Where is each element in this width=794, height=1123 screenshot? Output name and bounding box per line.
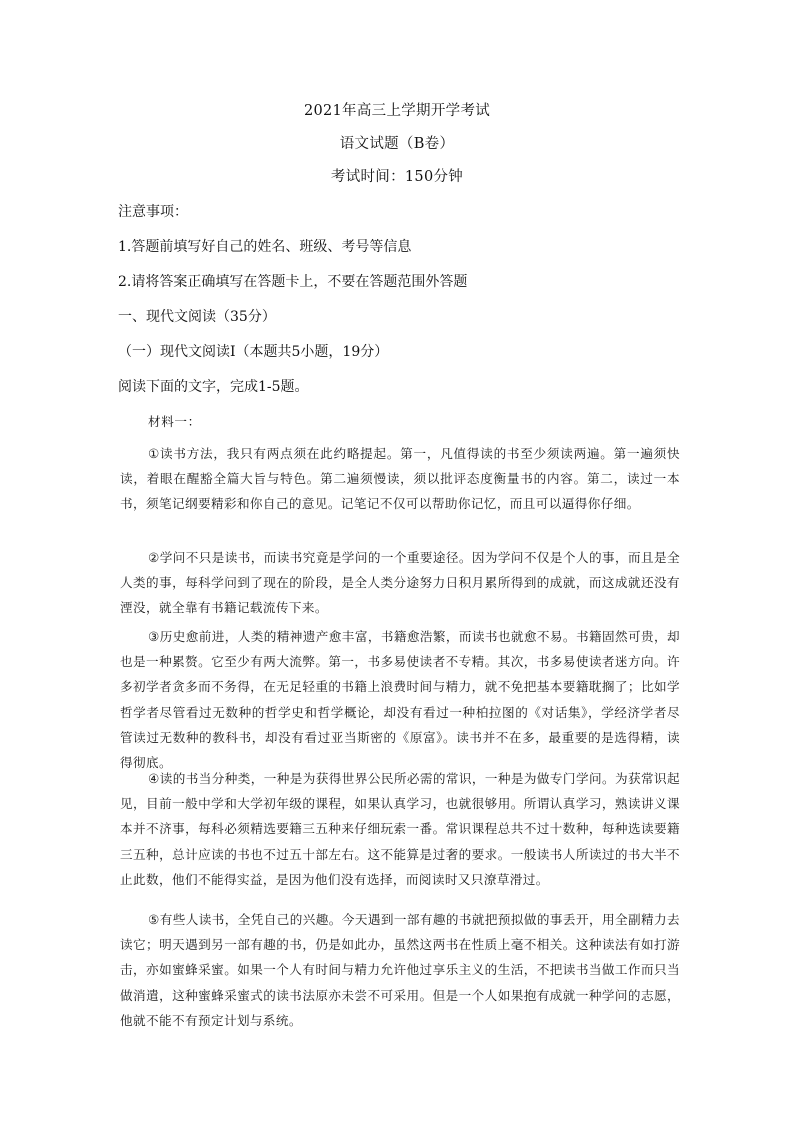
paragraph-2: ②学问不只是读书，而读书究竟是学问的一个重要途径。因为学问不仅是个人的事，而且是全人类的事，每科学问到了现在的阶段，是全人类分途努力日积月累所得到的成就，而这成就还没有湮没，就全靠有书籍记载流传下来。 — [120, 550, 680, 616]
paragraph-1: ①读书方法，我只有两点须在此约略提起。第一，凡值得读的书至少须读两遍。第一遍须快读，着眼在醒豁全篇大旨与特色。第二遍须慢读，须以批评态度衡量书的内容。第二，读过一本书，须笔记纲要精彩和你自己的意见。记笔记不仅可以帮助你记忆，而且可以逼得你仔细。 — [120, 446, 680, 512]
exam-title: 2021年高三上学期开学考试 — [303, 103, 491, 119]
notice-item-1: 1.答题前填写好自己的姓名、班级、考号等信息 — [118, 239, 412, 255]
paragraph-5: ⑤有些人读书，全凭自己的兴趣。今天遇到一部有趣的书就把预拟做的事丢开，用全副精力去读它；明天遇到另一部有趣的书，仍是如此办，虽然这两书在性质上毫不相关。这种读法有如打游击，亦如蜜蜂采蜜。如果一个人有时间与精力允许他过享乐主义的生活，不把读书当做工作而只当做消遣，这种蜜蜂采蜜式的读书法原亦未尝不可采用。但是一个人如果抱有成就一种学问的志愿，他就不能不有预定计划与系统。 — [120, 912, 680, 1028]
notice-item-2: 2.请将答案正确填写在答题卡上，不要在答题范围外答题 — [118, 274, 468, 290]
subject-title: 语文试题（B卷） — [339, 136, 455, 152]
section-title: 一、现代文阅读（35分） — [118, 309, 276, 325]
subsection-title: （一）现代文阅读Ⅰ（本题共5小题，19分） — [118, 344, 389, 360]
exam-time: 考试时间：150分钟 — [330, 169, 464, 185]
notice-heading: 注意事项： — [118, 204, 188, 220]
reading-instruction: 阅读下面的文字，完成1-5题。 — [118, 379, 309, 395]
paragraph-3: ③历史愈前进，人类的精神遗产愈丰富，书籍愈浩繁，而读书也就愈不易。书籍固然可贵，却也是一种累赘。它至少有两大流弊。第一，书多易使读者不专精。其次，书多易使读者迷方向。许多初学者贪多而不务得，在无足轻重的书籍上浪费时间与精力，就不免把基本要籍耽搁了；比如学哲学者尽管看过无数种的哲学史和哲学概论，却没有看过一种柏拉图的《对话集》，学经济学者尽管读过无数种的教科书，却没有看过亚当斯密的《原富》。读书并不在多，最重要的是选得精，读得彻底。 — [120, 629, 680, 771]
paragraph-4: ④读的书当分种类，一种是为获得世界公民所必需的常识，一种是为做专门学问。为获常识起见，目前一般中学和大学初年级的课程，如果认真学习，也就很够用。所谓认真学习，熟读讲义课本并不济事，每科必须精选要籍三五种来仔细玩索一番。常识课程总共不过十数种，每种选读要籍三五种，总计应读的书也不过五十部左右。这不能算是过奢的要求。一般读书人所读过的书大半不止此数，他们不能得实益，是因为他们没有选择，而阅读时又只潦草滑过。 — [120, 771, 680, 887]
material-label: 材料一： — [148, 414, 201, 429]
